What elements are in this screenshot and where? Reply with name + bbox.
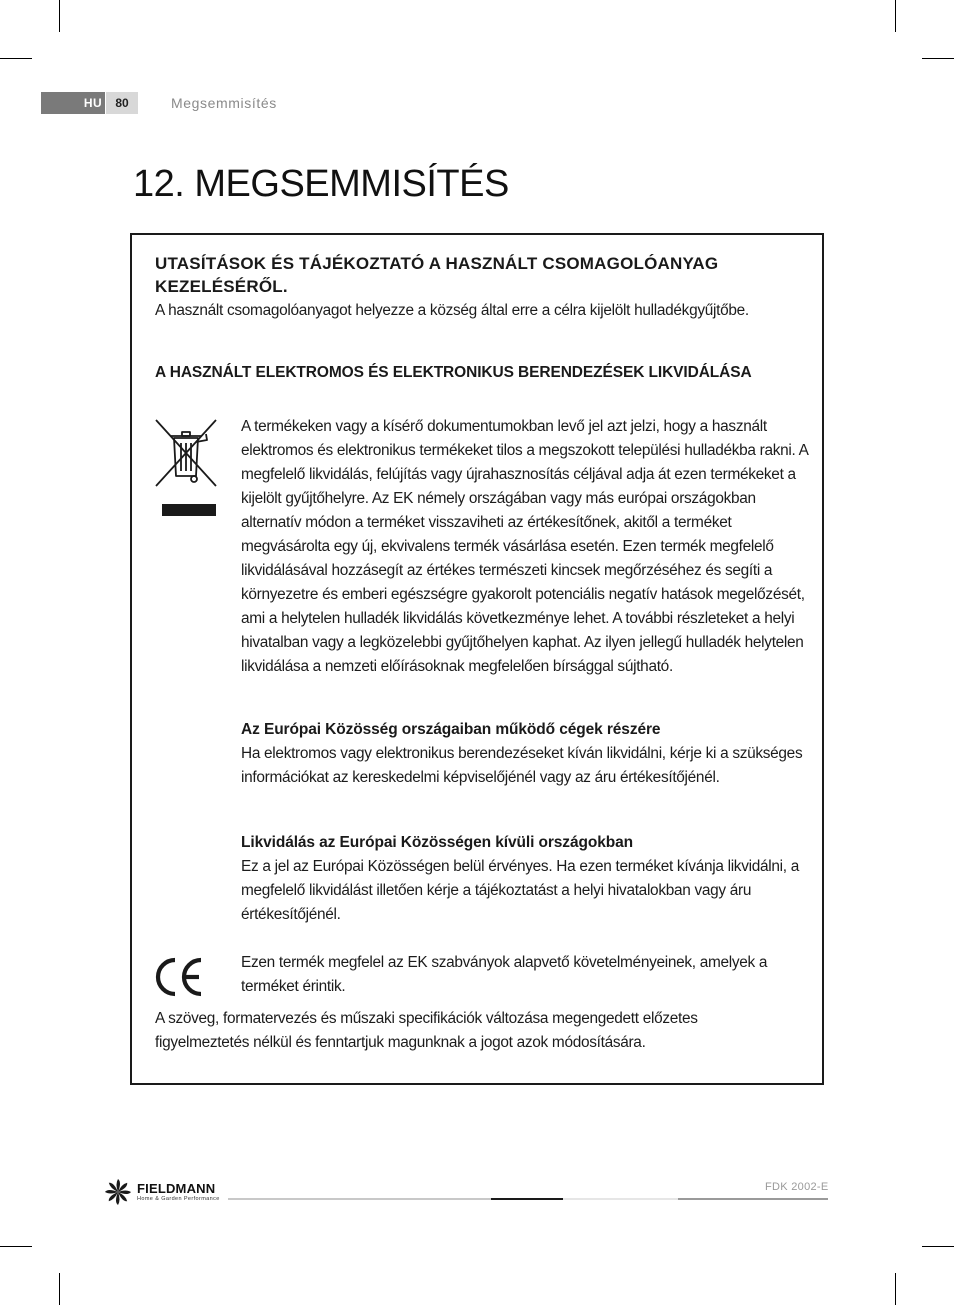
running-header: Megsemmisítés [171, 95, 277, 111]
crop-mark [59, 1273, 60, 1305]
fieldmann-flower-logo-icon [103, 1178, 133, 1206]
crop-mark [0, 58, 32, 59]
language-code: HU [83, 96, 103, 110]
eu-section [241, 718, 811, 790]
ce-text: Ezen termék megfelel az EK szabványok alapvető követelményeinek, amelyek a terméket érintik. [241, 954, 768, 995]
ce-mark-icon [152, 955, 206, 999]
packaging-heading: UTASÍTÁSOK ÉS TÁJÉKOZTATÓ A HASZNÁLT CSOMAGOLÓANYAG KEZELÉSÉRŐL. [155, 254, 719, 296]
crossed-out-wheelie-bin-icon [152, 416, 220, 520]
crop-mark [895, 1273, 896, 1305]
footer-rule [678, 1198, 828, 1200]
non-eu-heading: Likvidálás az Európai Közösségen kívüli országokban [241, 834, 633, 851]
crop-mark [922, 1246, 954, 1247]
disclaimer-text: A szöveg, formatervezés és műszaki specifikációk változása megengedett előzetes figyelmeztetés nélkül és fenntartjuk magunknak a jogot azok módosítására. [155, 1010, 698, 1051]
eu-heading: Az Európai Közösség országaiban működő cégek részére [241, 721, 661, 738]
brand-tagline: Home & Garden Performance [137, 1196, 220, 1202]
non-eu-text: Ez a jel az Európai Közösségen belül érvényes. Ha ezen terméket kívánja likvidálni, a megfelelő likvidálást illetően kérje a tájékoztatást a helyi hivatalokban vagy áru értékesítőjénél. [241, 858, 799, 923]
page-title: 12. MEGSEMMISÍTÉS [133, 163, 509, 205]
crop-mark [895, 0, 896, 32]
page-number: 80 [106, 92, 138, 114]
footer-rule [228, 1198, 491, 1200]
weee-heading: A HASZNÁLT ELEKTROMOS ÉS ELEKTRONIKUS BERENDEZÉSEK LIKVIDÁLÁSA [155, 364, 752, 381]
weee-text: A termékeken vagy a kísérő dokumentumokban levő jel azt jelzi, hogy a használt elektromos és elektronikus termékeket tilos a megszokott települési hulladékba rakni. A megfelelő likvidálás, felújítás vagy újrahasznosítás céljával adja át ezen termékeket a kijelölt gyűjtőhelyre. Az EK némely országában vagy más európai országokban alternatív módon a terméket visszaviheti az értékesítőnek, akitől a terméket megvásárolta egy új, ekvivalens termék vásárlása esetén. Ezen termék megfelelő likvidálásával hozzásegít az értékes természeti kincsek megőrzéséhez és segíti a környezetre és emberi egészségre gyakorolt potenciális negatív hatások megelőzését, ami a helytelen hulladék likvidálás következménye lehet. A további részleteket a helyi hivatalban vagy a legközelebbi gyűjtőhelyen kaphat. Az ilyen jellegű hulladék helytelen likvidálása a nemzeti előírásoknak megfelelően bírsággal sújtható. [241, 418, 808, 675]
crop-mark [922, 58, 954, 59]
brand-name: FIELDMANN [137, 1181, 216, 1196]
packaging-text: A használt csomagolóanyagot helyezze a község által erre a célra kijelölt hulladékgyűjtőbe. [155, 302, 749, 319]
eu-text: Ha elektromos vagy elektronikus berendezéseket kíván likvidálni, kérje ki a szükséges információkat az kereskedelmi képviselőjénél vagy az áru értékesítőjénél. [241, 745, 803, 786]
crop-mark [0, 1246, 32, 1247]
footer-rule [563, 1198, 678, 1200]
model-number: FDK 2002-E [765, 1181, 829, 1193]
crop-mark [59, 0, 60, 32]
footer-rule [491, 1198, 563, 1200]
non-eu-section [241, 831, 811, 927]
